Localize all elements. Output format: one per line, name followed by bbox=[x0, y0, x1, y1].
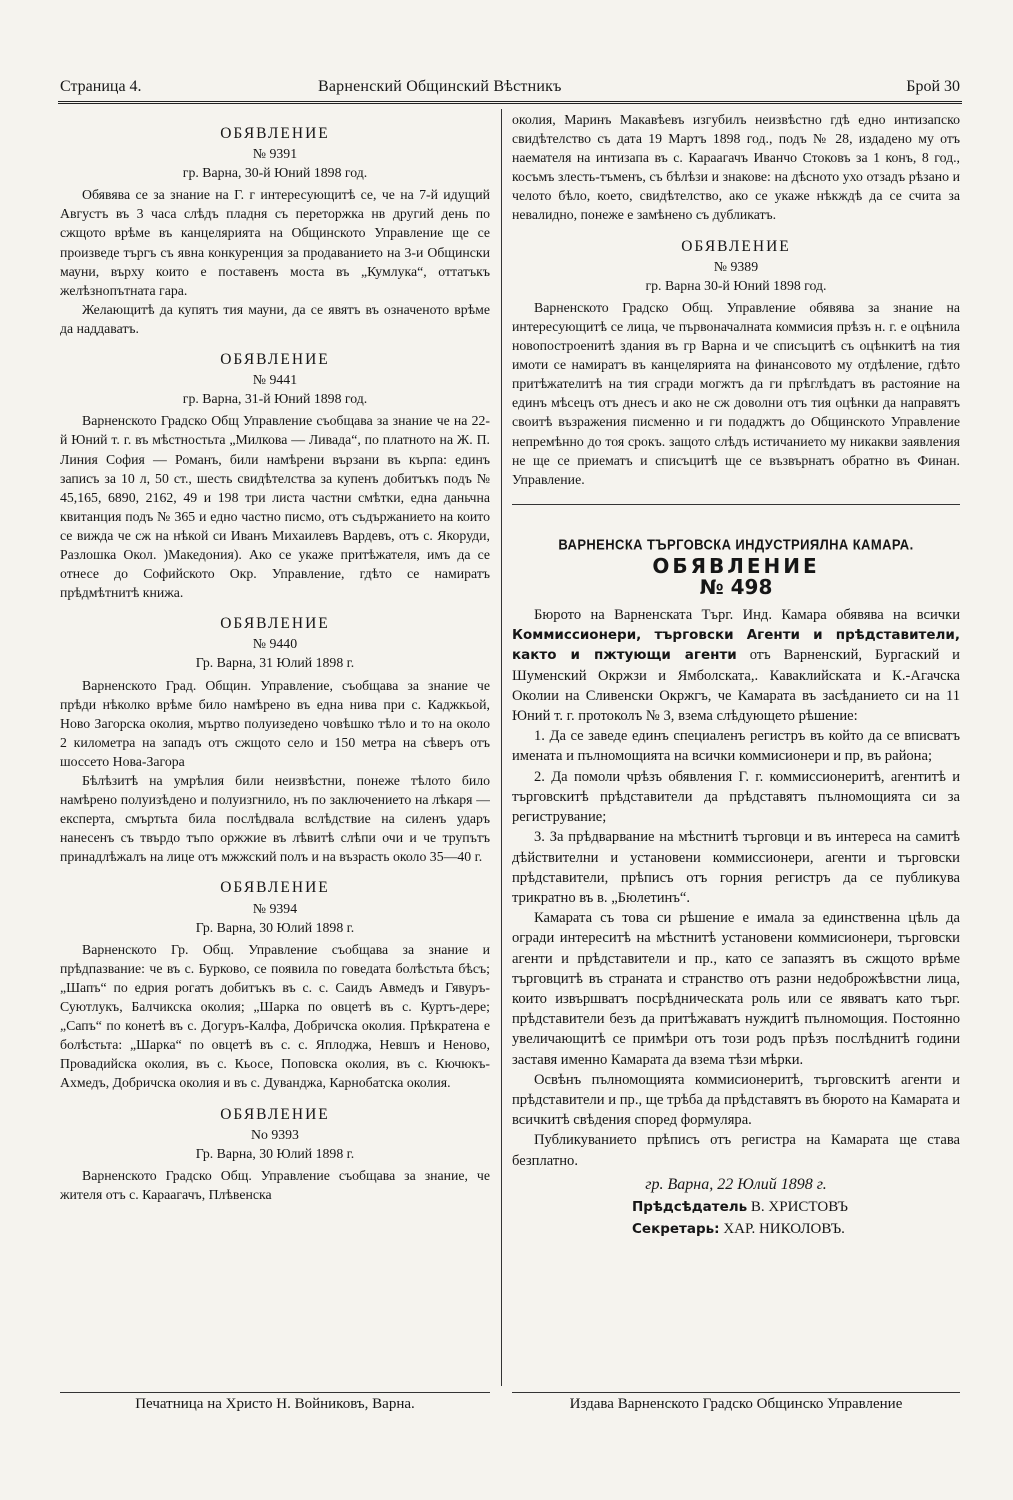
notice-9440 bbox=[60, 614, 490, 866]
footer-printer: Печатница на Христо Н. Войниковъ, Варна. bbox=[60, 1392, 490, 1413]
notice-9394 bbox=[60, 878, 490, 1092]
notice-paragraph: Обявява се за знание на Г. г интересующитѣ се, че на 7-й идущий Августъ въ 3 часа слѣдъ пладня съ переторжка нв другий день по сжщото врѣме въ канцелярията на Общинското Управление ще се произведе търгъ съ явна конкуренция за продаванието на 3-и Общински мауни, върху които е поставенъ моста въ „Кумлука“, оттатъкъ желѣзнопътната гара. bbox=[60, 187, 490, 298]
notice-title: ОБЯВЛЕНИЕ bbox=[220, 1105, 330, 1123]
right-column bbox=[512, 110, 960, 1388]
issue-number: Брой 30 bbox=[906, 78, 960, 95]
notice-title: ОБЯВЛЕНИЕ bbox=[681, 237, 791, 255]
column-divider bbox=[501, 109, 502, 1386]
notice-9389 bbox=[512, 237, 960, 489]
chamber-title: ОБЯВЛЕНИЕ bbox=[652, 553, 820, 578]
chamber-notice-498 bbox=[512, 535, 960, 1240]
page-number: Страница 4. bbox=[60, 78, 142, 95]
signature-president bbox=[512, 1196, 960, 1218]
left-column bbox=[60, 110, 490, 1388]
chamber-number: № 498 bbox=[699, 574, 773, 599]
notice-9391 bbox=[60, 124, 490, 338]
notice-date: Гр. Варна, 30 Юлий 1898 г. bbox=[195, 919, 355, 935]
notice-paragraph: Бѣлѣзитѣ на умрѣлия били неизвѣстни, понеже тѣлото било намѣрено полуизѣдено и полуизгнило, нъ по заключението на лѣкаря — експерта, смъртьта била послѣдвала вслѣдствие на силенъ ударъ нанесенъ съ твърдо тъпо оржжие въ лѣвитѣ слѣпи очи и че трупътъ принадлѣжалъ на лице отъ мжжский полъ и на възрасть около 35—40 г. bbox=[60, 773, 490, 865]
intro-text-rest: отъ Варненский, Бургаский и Шуменский Окржзи и Ямболската,. Каваклийската и К.-Агачска Околии на Сливенски Окржгъ, че Камарата въ засѣданието си на 11 Юний т. г. протоколъ № 3, взема слѣдующето рѣшение: bbox=[512, 647, 960, 725]
intro-text: Бюрото на Варненската Търг. Инд. Камара обявява на всички bbox=[534, 607, 960, 624]
notice-title: ОБЯВЛЕНИЕ bbox=[220, 879, 330, 897]
decision-item: 1. Да се заведе единъ специаленъ регистръ въ който да се вписватъ имената и пълномощията на всички коммисионери и пр, въ района; bbox=[512, 728, 960, 765]
header-rule bbox=[58, 101, 962, 104]
notice-paragraph: Варненското Гр. Общ. Управление съобщава за знание и прѣдпазвание: че въ с. Бурково, се появила по говедата болѣстьта бѣсъ; „Шапъ“ по едрия рогатъ добитъкъ въ с. с. Саидъ Авмедъ и Гявуръ-Суютлукъ, Балчикска околия; „Шарка по овцетѣ въ с. Куртъ-дере; „Сапъ“ по конетѣ въ с. Догуръ-Калфа, Добричска околия. Прѣкратена е болѣстьта: „Шарка“ по овцетѣ въ с. с. Яплоджа, Невшъ и Неново, Провадийска околия, въ с. Кьосе, Поповска околия, въ с. Кючюкъ- Ахмедъ, Добричска околия и въ с. Дуванджа, Карнобатска околия. bbox=[60, 941, 490, 1091]
page-header bbox=[60, 78, 960, 100]
notice-title: ОБЯВЛЕНИЕ bbox=[220, 615, 330, 633]
decision-item: 2. Да помоли чрѣзъ обявления Г. г. коммиссионеритѣ, агентитѣ и търговскитѣ прѣдставители да прѣдставятъ пълномощията си за региструвание; bbox=[512, 768, 960, 826]
newspaper-title: Варненский Общинский Вѣстникъ bbox=[318, 78, 562, 95]
notice-title: ОБЯВЛЕНИЕ bbox=[220, 351, 330, 369]
chamber-paragraph: Камарата съ това си рѣшение е имала за единственна цѣль да огради интереситѣ на мѣстнитѣ установени коммисионери, търговски агенти и прѣдставители и пр., като се запазятъ въ сжщото врѣме търговцитѣ въ страната и странство отъ разни недоброжѣвстни лица, които извършватъ посрѣдническата роль или се явяватъ като търг. прѣдставители безъ да притѣжаватъ нуждитѣ пълномощия. Постоянно увеличающитѣ се примѣри отъ този родъ прѣзъ послѣднитѣ години заставя именно Камарата да вземa тѣзи мѣрки. bbox=[512, 910, 960, 1068]
notice-paragraph: Варненското Градско Общ. Управление съобщава за знание, че жителя отъ с. Караагачъ, Плѣвенска bbox=[60, 1167, 490, 1202]
secretary-name: ХАР. НИКОЛОВЪ. bbox=[723, 1220, 845, 1237]
notice-date: Гр. Варна, 30 Юлий 1898 г. bbox=[195, 1145, 355, 1161]
chamber-paragraph: Освѣнъ пълномощията коммисионеритѣ, търговскитѣ агенти и прѣдставители и пр., ще трѣба да прѣдставятъ въ бюрото на Камарата и всичкитѣ свѣдения според формуляра. bbox=[512, 1071, 960, 1129]
signature-date: гр. Варна, 22 Юлий 1898 г. bbox=[645, 1175, 827, 1193]
notice-date: Гр. Варна, 31 Юлий 1898 г. bbox=[195, 655, 355, 671]
notice-paragraph: Варненското Градско Общ Управление съобщава за знание че на 22-й Юний т. г. въ мѣстностьта „Милкова — Ливада“, по платното на Ж. П. Линия София — Романъ, били намѣрени вързани въ кърпа: единъ записъ за 10 л, 50 ст., шесть свидѣтелства за купенъ добитъкъ подъ № 45,165, 6890, 2162, 49 и 198 три листа частни смѣтки, една даньчна квитанция подъ № 365 и едно частно писмо, отъ съдържанието на които се вижда че сж на нѣкой си Иванъ Михаилевъ Вардевъ, отъ с. Якоруди, Разлошка Окол. )Македония). Ако се укаже притѣжателя, имъ да се отнесе до Софийското Окр. Управление, гдѣто се намиратъ прѣдмѣтнитѣ книжа. bbox=[60, 413, 490, 601]
footer-publisher: Издава Варненското Градско Общинско Управление bbox=[512, 1392, 960, 1413]
notice-9393 bbox=[60, 1105, 490, 1204]
notice-title: ОБЯВЛЕНИЕ bbox=[220, 125, 330, 142]
signature-secretary bbox=[512, 1218, 960, 1240]
notice-number: № 9394 bbox=[252, 900, 298, 916]
continuation-paragraph: околия, Маринъ Макавѣевъ изгубилъ неизвѣстно гдѣ едно интизапско свидѣтелство съ дата 19 Мартъ 1898 год., подъ № 28, издадено му отъ наемателя на интизапа въ с. Караагачъ Иванчо Стоковъ за 1 конъ, 8 год., косъмъ злесть-тъменъ, съ бѣлѣзи и знакове: на дѣсното ухо отзадъ рѣзано и челото бѣло, което, свидѣтелство, ако се укаже нѣкждѣ да се счита за невалидно, понеже е замѣнено съ дубликатъ. bbox=[512, 112, 960, 223]
president-label: Прѣдсѣдатель bbox=[632, 1198, 748, 1215]
intro-bold-text: Коммиссионери, търговски Агенти и прѣдставители, както и пжтующи агенти bbox=[512, 627, 960, 664]
notice-date: гр. Варна, 31-й Юний 1898 год. bbox=[182, 391, 368, 407]
president-name: В. ХРИСТОВЪ bbox=[750, 1198, 849, 1215]
notice-date: гр. Варна, 30-й Юний 1898 год. bbox=[182, 165, 368, 181]
decision-item: 3. За прѣдварвание на мѣстнитѣ търговци и въ интереса на самитѣ дѣйствителни и установени коммиссионери, агенти и търговски прѣдставители, прѣписъ отъ горния регистръ да се публикува трикратно въ в. „Бюлетинъ“. bbox=[512, 829, 960, 906]
notice-number: № 9391 bbox=[252, 146, 298, 162]
notice-date: гр. Варна 30-й Юний 1898 год. bbox=[645, 277, 827, 293]
chamber-heading: ВАРНЕНСКА ТЪРГОВСКА ИНДУСТРИЯЛНА КАМАРА. bbox=[558, 535, 914, 553]
secretary-label: Секретарь: bbox=[632, 1220, 720, 1237]
notice-paragraph: Варненското Градско Общ. Управление обявява за знание на интересующитѣ се лица, че първоначалната коммисия прѣзъ н. г. е оцѣнила новопостроенитѣ здания въ гр Варна и че списъцитѣ съ оцѣнкитѣ на тия имоти се намиратъ въ канцелярията на финансовото му отдѣление, гдѣто притѣжателитѣ на тия сгради могжтъ да ги прѣглѣдатъ въ растояние на единъ мѣсецъ отъ днесъ и ако не сж доволни отъ тия оцѣнки да направятъ своитѣ възражения писменно и ги подаджтъ до Общинското Управление непремѣнно до тоя срокъ. защото слѣдъ истичанието му никакви заявления не ще се приематъ и списъцитѣ ще се възвърнатъ обратно въ Финан. Управление. bbox=[512, 299, 960, 487]
notice-number: No 9393 bbox=[251, 1126, 299, 1142]
section-divider bbox=[512, 504, 960, 505]
notice-number: № 9440 bbox=[252, 636, 298, 652]
chamber-paragraph: Публикуванието прѣписъ отъ регистра на Камарата ще става безплатно. bbox=[512, 1132, 960, 1169]
chamber-intro bbox=[512, 605, 960, 726]
notice-paragraph: Варненското Град. Общин. Управление, съобщава за знание че прѣди нѣколко врѣме било намѣрено въ една нива при с. Каджкьой, Ново Загорска околия, мъртво полуизедено човѣшко тѣло и то на около 2 километра на западъ отъ сжщото село и 150 метра на сѣверъ отъ шоссето Нова-Загора bbox=[60, 677, 490, 769]
notice-paragraph: Желающитѣ да купятъ тия мауни, да се явятъ въ означеното врѣме да наддаватъ. bbox=[60, 301, 490, 336]
notice-number: № 9389 bbox=[713, 258, 759, 274]
notice-number: № 9441 bbox=[252, 372, 298, 388]
notice-9441 bbox=[60, 350, 490, 602]
